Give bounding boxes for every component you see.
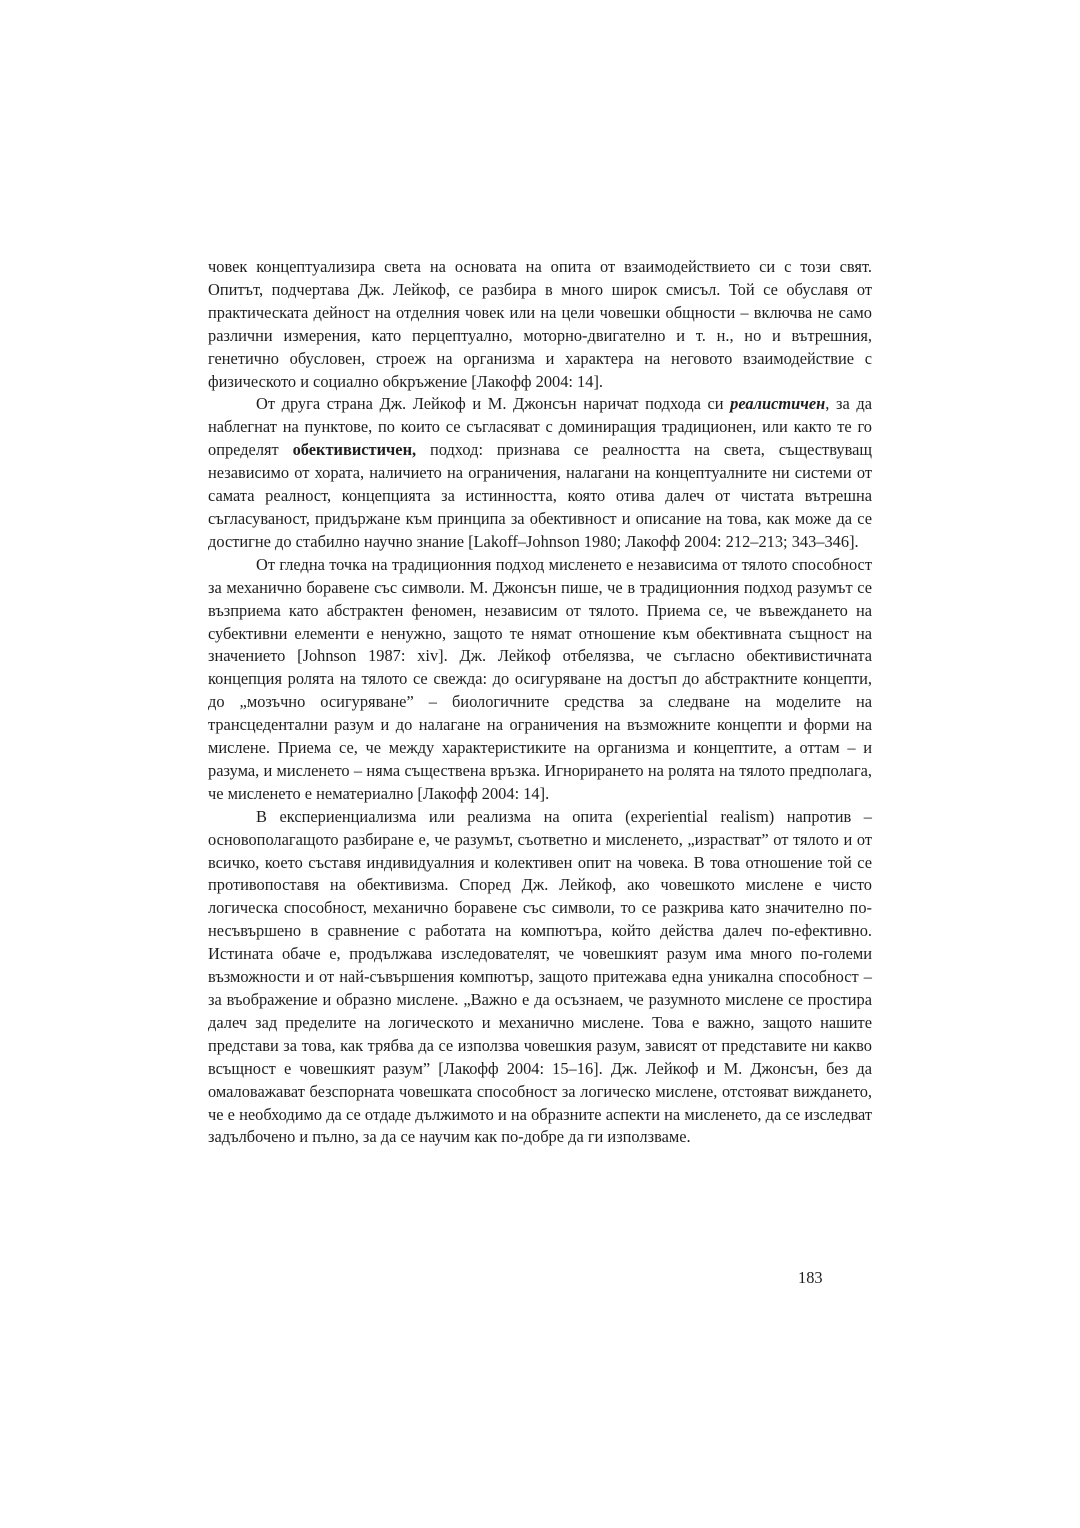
emphasis-realistic: реалистичен: [730, 394, 826, 414]
paragraph-2: [208, 393, 872, 553]
body-text: [208, 256, 872, 1149]
paragraph-2-part-a: От друга страна Дж. Лейкоф и М. Джонсън наричат подхода си: [256, 394, 731, 414]
page-number: 183: [798, 1268, 823, 1287]
paragraph-3: От гледна точка на традиционния подход мисленето е независима от тялото способност за механично боравене със символи. М. Джонсън пише, че в традиционния подход разумът се възприема като абстрактен феномен, независим от тялото. Приема се, че въвеждането на субективни елементи е ненужно, защото те нямат отношение към обективната същност на значението [Johnson 1987: xiv]. Дж. Лейкоф отбелязва, че съгласно обективистичната концепция ролята на тялото се свежда: до осигуряване на достъп до абстрактните концепти, до „мозъчно осигуряване” – биологичните средства за следване на моделите на трансцедентални разум и до налагане на ограничения на възможните концепти и форми на мислене. Приема се, че между характеристиките на организма и концептите, а оттам – и разума, и мисленето – няма съществена връзка. Игнорирането на ролята на тялото предполага, че мисленето е нематериално [Лакофф 2004: 14].: [208, 554, 872, 803]
bold-objectivist: обективистичен,: [292, 440, 417, 460]
paragraph-2-part-c: подход: признава се реалността на света, съществуващ независимо от хората, наличието на ограничения, налагани на концептуалните ни системи от самата реалност, концепцията за истинността, която отива далеч от чистата вътрешна съгласуваност, придържане към принципа за обективност и описание на това, как може да се достигне до стабилно научно знание [Lakoff–Johnson 1980; Лакофф 2004: 212–213; 343–346].: [208, 440, 872, 551]
paragraph-2-part-b: , за да наблегнат на пунктове, по които се съгласяват с доминиращия традиционен, или както те го определят: [208, 394, 872, 460]
paragraph-4: В експериенциализма или реализма на опита (experiential realism) напротив – основополагащото разбиране е, че разумът, съответно и мисленето, „израстват” от тялото и от всичко, което съставя индивидуалния и колективен опит на човека. В това отношение той се противопоставя на обективизма. Според Дж. Лейкоф, ако човешкото мислене е чисто логическа способност, механично боравене със символи, то се разкрива като значително по-несъвършено в сравнение с работата на компютъра, който действа далеч по-ефективно. Истината обаче е, продължава изследователят, че човешкият разум има много по-големи възможности и от най-съвършения компютър, защото притежава една уникална способност – за въображение и образно мислене. „Важно е да осъзнаем, че разумното мислене се простира далеч зад пределите на логическото и механично мислене. Това е важно, защото нашите представи за това, как трябва да се използва човешкия разум, зависят от представите ни какво всъщност е човешкият разум” [Лакофф 2004: 15–16]. Дж. Лейкоф и М. Джонсън, без да омаловажават безспорната човешката способност за логическо мислене, отстояват виждането, че е необходимо да се отдаде дължимото и на образните аспекти на мисленето, да се изследват задълбочено и пълно, за да се научим как по-добре да ги използваме.: [208, 806, 872, 1147]
paragraph-1: човек концептуализира света на основата на опита от взаимодействието си с този свят. Опитът, подчертава Дж. Лейкоф, се разбира в много широк смисъл. Той се обуславя от практическата дейност на отделния човек или на цели човешки общности – включва не само различни измерения, като перцептуално, моторно-двигателно и т. н., но и вътрешния, генетично обусловен, строеж на организма и характера на неговото взаимодействие с физическото и социално обкръжение [Лакофф 2004: 14].: [208, 257, 872, 391]
